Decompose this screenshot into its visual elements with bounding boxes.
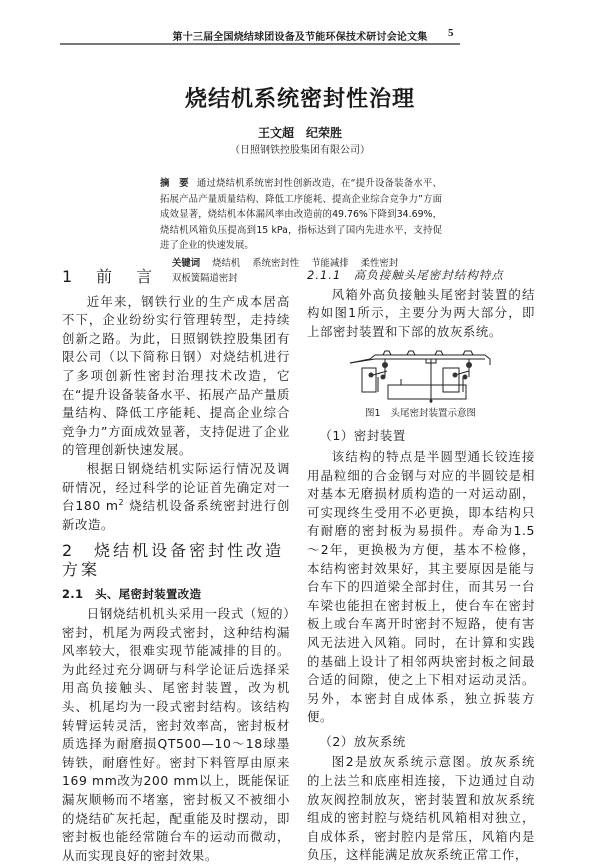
keyword: 系统密封性 (252, 257, 300, 269)
section-2-1-heading: 2.1 头、尾密封装置改造 (62, 586, 202, 601)
authors: 王文超 纪荣胜 (257, 126, 342, 140)
paragraph-text: 烧结机设备系统密封进行创新改造。 (62, 498, 290, 532)
abstract-label: 摘 要 (160, 178, 189, 189)
right-column (307, 266, 535, 865)
paragraph: 风箱外高负接触头尾密封装置的结构如图1所示，主要分为两大部分，即上部密封装置和下部的放灰系统。 (307, 286, 535, 339)
paragraph: 图2是放灰系统示意图。放灰系统的上法兰和底座相连接，下边通过自动放灰阀控制放灰，密封装置和放灰系统组成的密封腔与烧结机风箱相对独立，自成体系，密封腔内是常压，风箱内是负压，这样能满足放灰系统正常工作， (307, 754, 535, 863)
keyword: 柔性密封 (360, 257, 399, 269)
section-1-heading: 1 前 言 (62, 267, 157, 286)
page-number: 5 (448, 27, 454, 39)
figure-caption-text: 头尾密封装置示意图 (390, 408, 477, 420)
paragraph (62, 460, 290, 534)
keyword: 双板簧隔道密封 (172, 273, 238, 284)
header-rule (60, 43, 460, 45)
figure-1-seal-device-diagram (345, 347, 505, 405)
subsection-2-heading: （2）放灰系统 (319, 733, 406, 749)
section-2-heading: 2 烧结机设备密封性改造方案 (62, 541, 285, 579)
abstract (160, 176, 442, 254)
paragraph: 该结构的特点是半圆型通长铰连接用晶粒细的合金钢与对应的半圆铰是相对基本无磨损材质构造的一对运动副，可实现终生受用不必更换，即本结构只有耐磨的密封板为易损件。寿命为1.5～2年，更换极为方便，基本不检修，本结构密封效果好，其主要原因是能与台车下的四道梁全部封住，而其另一台车梁也能担在密封板上，使台车在密封板上或台车离开时密封不短路，使有害风无法进入风箱。同时，在计算和实践的基础上设计了相邻两块密封板之间最合适的间隙，使之上下相对运动灵活。另外，本密封自成体系，独立拆装方便。 (307, 448, 535, 725)
affiliation: （日照钢铁控股集团有限公司） (230, 145, 370, 156)
paragraph: 日钢烧结机机头采用一段式（短的）密封，机尾为两段式密封，这种结构漏风率较大，很难实现节能减排的目的。为此经过充分调研与科学论证后选择采用高负接触头、尾密封装置，改为机头、机尾均为一段式密封结构。该结构转臂运转灵活，密封效率高，密封板材质选择为耐磨损QT500—10～18球墨铸铁，耐磨性好。密封下料管厚由原来169 mm改为200 mm以上，既能保证漏灰顺畅而不堵塞，密封板又不被细小的烧结矿灰托起，配重能及时摆动，即密封板也能经常随台车的运动而微动，从而实现良好的密封效果。 (62, 606, 290, 863)
superscript: 2 (118, 498, 125, 507)
left-column (62, 268, 290, 865)
subsection-1-heading: （1）密封装置 (319, 428, 406, 444)
paper-title: 烧结机系统密封性治理 (184, 87, 415, 112)
paragraph: 近年来，钢铁行业的生产成本居高不下，企业纷纷实行管理转型，走持续创新之路。为此，日照钢铁控股集团有限公司（以下简称日钢）对烧结机进行了多项创新性密封治理技术改造，它在“提升设备装备水平、拓展产品产量质量结构、降低工序能耗、提高企业综合竞争力”方面成效显著，支持促进了企业的管理创新快速发展。 (62, 293, 290, 458)
keywords-label: 关键词 (172, 257, 201, 269)
section-2-1-1-heading: 2.1.1 高负接触头尾密封结构特点 (307, 268, 504, 282)
figure-1-caption (365, 407, 535, 421)
keyword: 烧结机 (212, 257, 241, 269)
keyword: 节能减排 (311, 257, 349, 269)
running-title: 第十三届全国烧结球团设备及节能环保技术研讨会论文集 (172, 32, 428, 43)
paragraph-text: 根据日钢烧结机实际运行情况及调研情况，经过科学的论证首先确定对一台180 m (62, 460, 290, 514)
abstract-text: 通过烧结机系统密封性创新改造，在“提升设备装备水平、拓展产品产量质量结构、降低工序能耗、提高企业综合竞争力”方面成效显著，烧结机本体漏风率由改造前的49.76%下降到34.69%，烧结机风箱负压提高到15 kPa，指标达到了国内先进水平，支持促进了企业的快速发展。 (160, 178, 442, 251)
figure-number: 图1 (365, 408, 381, 420)
